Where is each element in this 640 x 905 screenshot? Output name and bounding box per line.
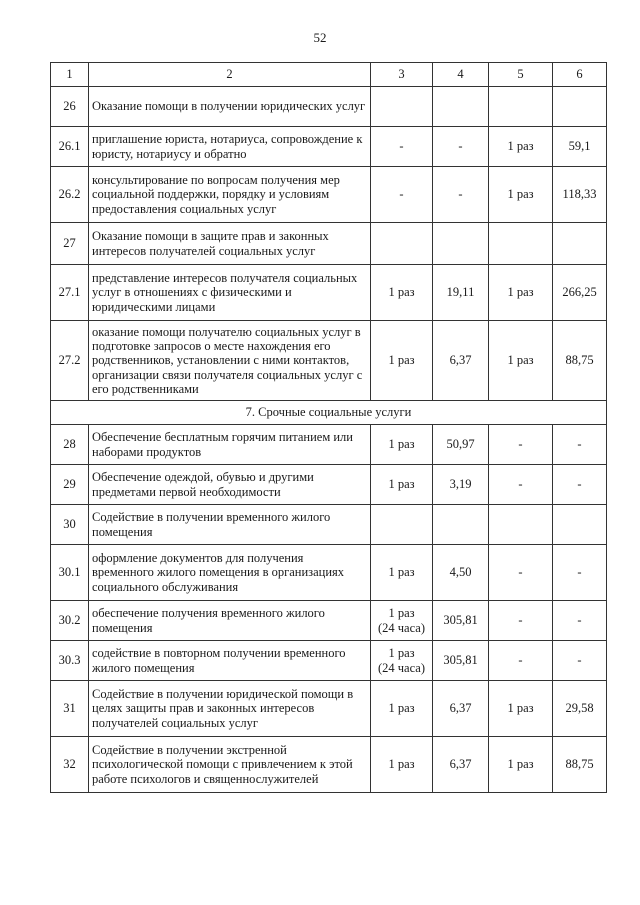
row-description: Оказание помощи в получении юридических услуг bbox=[89, 87, 371, 127]
header-col-1: 1 bbox=[51, 63, 89, 87]
col5-value: 1 раз bbox=[489, 681, 553, 737]
col5-value: 1 раз bbox=[489, 737, 553, 793]
col6-value: - bbox=[553, 601, 607, 641]
col3-value: 1 раз bbox=[371, 265, 433, 321]
col5-value: 1 раз bbox=[489, 265, 553, 321]
row-description: оказание помощи получателю социальных услуг в подготовке запросов о месте нахождения его родственников, установлении с ними контактов, организации связи получателя социальных услуг с его родственниками bbox=[89, 321, 371, 401]
col4-value: - bbox=[433, 127, 489, 167]
col6-value bbox=[553, 223, 607, 265]
table-row bbox=[51, 167, 607, 223]
header-col-3: 3 bbox=[371, 63, 433, 87]
row-description: Оказание помощи в защите прав и законных интересов получателей социальных услуг bbox=[89, 223, 371, 265]
col3-value bbox=[371, 223, 433, 265]
table-row bbox=[51, 505, 607, 545]
col3-value bbox=[371, 505, 433, 545]
col6-value: - bbox=[553, 545, 607, 601]
header-col-6: 6 bbox=[553, 63, 607, 87]
col4-value: 6,37 bbox=[433, 737, 489, 793]
col4-value: 6,37 bbox=[433, 681, 489, 737]
col3-value: 1 раз bbox=[371, 425, 433, 465]
col4-value bbox=[433, 223, 489, 265]
col6-value: 29,58 bbox=[553, 681, 607, 737]
row-number: 26 bbox=[51, 87, 89, 127]
row-description: Обеспечение одеждой, обувью и другими предметами первой необходимости bbox=[89, 465, 371, 505]
table-row bbox=[51, 223, 607, 265]
col4-value: 305,81 bbox=[433, 641, 489, 681]
col6-value: - bbox=[553, 425, 607, 465]
row-number: 27 bbox=[51, 223, 89, 265]
table-row bbox=[51, 87, 607, 127]
col5-value: 1 раз bbox=[489, 167, 553, 223]
section-title: 7. Срочные социальные услуги bbox=[51, 401, 607, 425]
col5-value: - bbox=[489, 545, 553, 601]
table-row bbox=[51, 601, 607, 641]
header-col-5: 5 bbox=[489, 63, 553, 87]
col3-value: 1 раз bbox=[371, 681, 433, 737]
row-description: консультирование по вопросам получения мер социальной поддержки, порядку и условиям предоставления социальных услуг bbox=[89, 167, 371, 223]
col5-value bbox=[489, 505, 553, 545]
row-description: содействие в повторном получении временного жилого помещения bbox=[89, 641, 371, 681]
row-description: Обеспечение бесплатным горячим питанием или наборами продуктов bbox=[89, 425, 371, 465]
col3-value: 1 раз (24 часа) bbox=[371, 641, 433, 681]
col4-value: 305,81 bbox=[433, 601, 489, 641]
row-number: 30 bbox=[51, 505, 89, 545]
header-col-2: 2 bbox=[89, 63, 371, 87]
row-number: 28 bbox=[51, 425, 89, 465]
row-number: 29 bbox=[51, 465, 89, 505]
row-number: 31 bbox=[51, 681, 89, 737]
col5-value: - bbox=[489, 465, 553, 505]
row-number: 30.1 bbox=[51, 545, 89, 601]
col6-value: - bbox=[553, 465, 607, 505]
col5-value: - bbox=[489, 601, 553, 641]
table-row bbox=[51, 425, 607, 465]
row-number: 30.2 bbox=[51, 601, 89, 641]
col6-value: 88,75 bbox=[553, 321, 607, 401]
col6-value: 118,33 bbox=[553, 167, 607, 223]
col4-value: 3,19 bbox=[433, 465, 489, 505]
col4-value: - bbox=[433, 167, 489, 223]
table-row bbox=[51, 265, 607, 321]
col6-value bbox=[553, 87, 607, 127]
row-number: 30.3 bbox=[51, 641, 89, 681]
row-description: Содействие в получении временного жилого помещения bbox=[89, 505, 371, 545]
section-row bbox=[51, 401, 607, 425]
col5-value: 1 раз bbox=[489, 127, 553, 167]
table-row bbox=[51, 641, 607, 681]
col6-value: 266,25 bbox=[553, 265, 607, 321]
row-description: приглашение юриста, нотариуса, сопровождение к юристу, нотариусу и обратно bbox=[89, 127, 371, 167]
row-number: 26.1 bbox=[51, 127, 89, 167]
table-row bbox=[51, 465, 607, 505]
col5-value bbox=[489, 223, 553, 265]
col6-value: - bbox=[553, 641, 607, 681]
col4-value: 6,37 bbox=[433, 321, 489, 401]
col3-value: - bbox=[371, 167, 433, 223]
row-description: Содействие в получении юридической помощи в целях защиты прав и законных интересов получателей социальных услуг bbox=[89, 681, 371, 737]
col5-value bbox=[489, 87, 553, 127]
col3-value: 1 раз bbox=[371, 737, 433, 793]
row-number: 27.2 bbox=[51, 321, 89, 401]
col4-value bbox=[433, 87, 489, 127]
row-description: обеспечение получения временного жилого помещения bbox=[89, 601, 371, 641]
col5-value: - bbox=[489, 425, 553, 465]
table-header-row bbox=[51, 63, 607, 87]
row-description: Содействие в получении экстренной психологической помощи с привлечением к этой работе психологов и священнослужителей bbox=[89, 737, 371, 793]
col3-value bbox=[371, 87, 433, 127]
col4-value: 19,11 bbox=[433, 265, 489, 321]
row-number: 27.1 bbox=[51, 265, 89, 321]
table-row bbox=[51, 321, 607, 401]
col3-value: 1 раз bbox=[371, 465, 433, 505]
col4-value bbox=[433, 505, 489, 545]
row-description: представление интересов получателя социальных услуг в отношениях с физическими и юридическими лицами bbox=[89, 265, 371, 321]
col5-value: - bbox=[489, 641, 553, 681]
col3-value: 1 раз bbox=[371, 545, 433, 601]
page-number: 52 bbox=[313, 30, 327, 45]
col4-value: 50,97 bbox=[433, 425, 489, 465]
row-description: оформление документов для получения временного жилого помещения в организациях социального обслуживания bbox=[89, 545, 371, 601]
col3-value: - bbox=[371, 127, 433, 167]
row-number: 32 bbox=[51, 737, 89, 793]
col3-value: 1 раз bbox=[371, 321, 433, 401]
header-col-4: 4 bbox=[433, 63, 489, 87]
col6-value: 88,75 bbox=[553, 737, 607, 793]
table-row bbox=[51, 127, 607, 167]
table-row bbox=[51, 545, 607, 601]
col4-value: 4,50 bbox=[433, 545, 489, 601]
table-row bbox=[51, 737, 607, 793]
services-table bbox=[50, 62, 607, 793]
row-number: 26.2 bbox=[51, 167, 89, 223]
col6-value: 59,1 bbox=[553, 127, 607, 167]
col5-value: 1 раз bbox=[489, 321, 553, 401]
table-row bbox=[51, 681, 607, 737]
col6-value bbox=[553, 505, 607, 545]
col3-value: 1 раз (24 часа) bbox=[371, 601, 433, 641]
